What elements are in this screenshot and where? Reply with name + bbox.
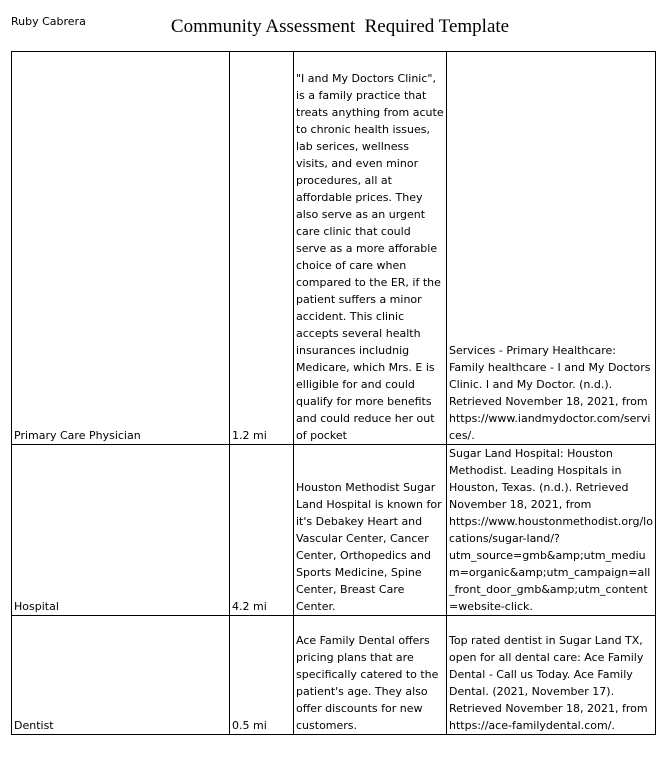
author-name: Ruby Cabrera xyxy=(11,15,86,28)
assessment-table xyxy=(11,51,656,735)
table-row xyxy=(12,445,656,616)
distance-cell: 4.2 mi xyxy=(230,445,294,616)
description-cell: "I and My Doctors Clinic", is a family practice that treats anything from acute to chronic health issues, lab serices, wellness visits, and even minor procedures, all at affordable prices. They also serve as an urgent care clinic that could serve as a more afforable choice of care when compared to the ER, if the patient suffers a minor accident. This clinic accepts several health insurances includnig Medicare, which Mrs. E is elligible for and could qualify for more benefits and could reduce her out of pocket xyxy=(294,52,447,445)
reference-cell: Sugar Land Hospital: Houston Methodist. Leading Hospitals in Houston, Texas. (n.d.). Retrieved November 18, 2021, from https://www.houstonmethodist.org/locations/sugar-land/?utm_source=gmb&amp;utm_medium=organic&amp;utm_campaign=all_front_door_gmb&amp;utm_content=website-click. xyxy=(447,445,656,616)
category-cell: Dentist xyxy=(12,616,230,735)
table-row xyxy=(12,616,656,735)
distance-cell: 0.5 mi xyxy=(230,616,294,735)
reference-cell: Top rated dentist in Sugar Land TX, open for all dental care: Ace Family Dental - Call us Today. Ace Family Dental. (2021, November 17). Retrieved November 18, 2021, from https://ace-familydental.com/. xyxy=(447,616,656,735)
page-title: Community Assessment Required Template xyxy=(170,16,510,37)
reference-cell: Services - Primary Healthcare: Family healthcare - I and My Doctors Clinic. I and My Doctor. (n.d.). Retrieved November 18, 2021, from https://www.iandmydoctor.com/services/. xyxy=(447,52,656,445)
distance-cell: 1.2 mi xyxy=(230,52,294,445)
table-row xyxy=(12,52,656,445)
category-cell: Primary Care Physician xyxy=(12,52,230,445)
description-cell: Ace Family Dental offers pricing plans that are specifically catered to the patient's age. They also offer discounts for new customers. xyxy=(294,616,447,735)
category-cell: Hospital xyxy=(12,445,230,616)
description-cell: Houston Methodist Sugar Land Hospital is known for it's Debakey Heart and Vascular Center, Cancer Center, Orthopedics and Sports Medicine, Spine Center, Breast Care Center. xyxy=(294,445,447,616)
